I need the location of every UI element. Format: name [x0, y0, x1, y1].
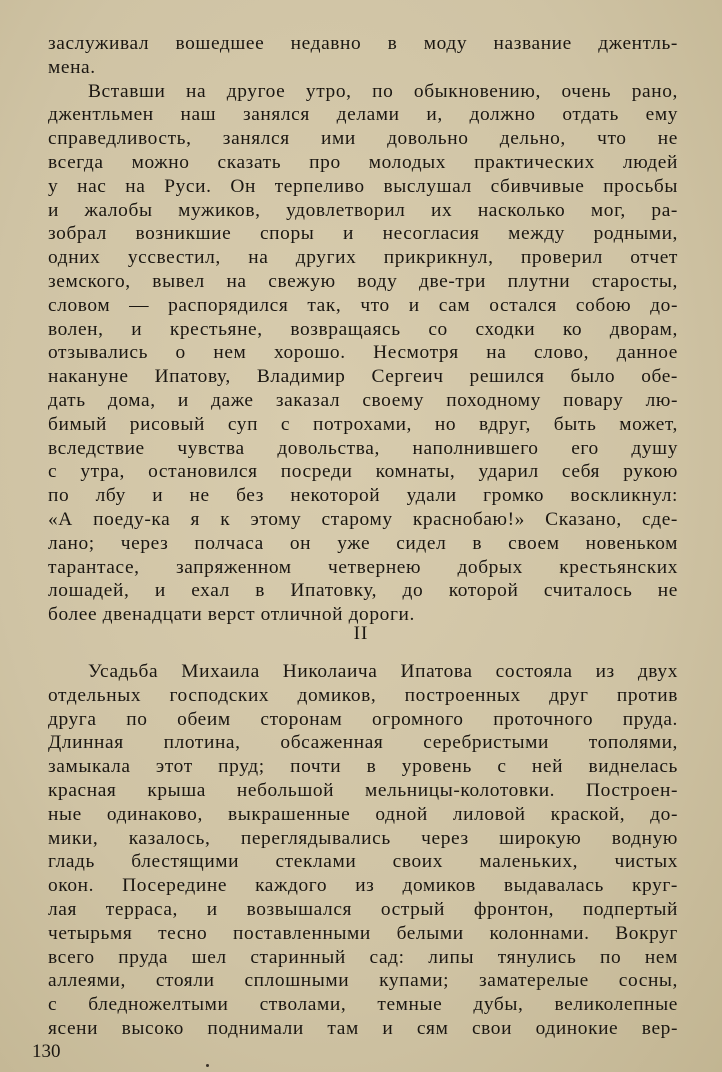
text-block-top: [48, 32, 678, 627]
text-line: отдельных господских домиков, построенных друг против: [48, 684, 678, 706]
text-line: лошадей, и ехал в Ипатовку, до которой считалось не: [48, 580, 678, 602]
text-line: всего пруда шел старинный сад: липы тянулись по нем: [48, 946, 678, 968]
text-line: замыкала этот пруд; почти в уровень с ней виднелась: [48, 756, 678, 778]
text-line: лая терраса, и возвышался острый фронтон, подпертый: [48, 898, 678, 920]
text-line: джентльмен наш занялся делами и, должно отдать ему: [48, 104, 678, 126]
text-line: бимый рисовый суп с потрохами, но вдруг, быть может,: [48, 413, 678, 435]
text-line: волен, и крестьяне, возвращаясь со сходки ко дворам,: [48, 318, 678, 340]
text-line: аллеями, стояли сплошными купами; заматерелые сосны,: [48, 970, 678, 992]
text-line: лано; через полчаса он уже сидел в своем новеньком: [48, 532, 678, 554]
text-line: словом — распорядился так, что и сам остался собою до-: [48, 294, 678, 316]
text-line: и жалобы мужиков, удовлетворил их насколько мог, ра-: [48, 199, 678, 221]
text-line: дать дома, и даже заказал своему походному повару лю-: [48, 389, 678, 411]
text-line: заслуживал вошедшее недавно в моду название джентль-: [48, 33, 678, 54]
text-line: зобрал возникшие споры и несогласия между родными,: [48, 223, 678, 245]
text-line: гладь блестящими стеклами своих маленьких, чистых: [48, 851, 678, 873]
text-line: мики, казалось, переглядывались через широкую водную: [48, 827, 678, 849]
text-line: более двенадцати верст отличной дороги.: [48, 604, 415, 626]
print-speck: [206, 1064, 209, 1067]
text-line: накануне Ипатову, Владимир Сергеич решился было обе-: [48, 366, 678, 388]
section-heading: II: [353, 623, 369, 644]
text-line: мена.: [48, 56, 96, 78]
text-line: друга по обеим сторонам огромного проточного пруда.: [48, 708, 678, 730]
text-line: Усадьба Михаила Николаича Ипатова состояла из двух: [88, 661, 678, 682]
text-line: Вставши на другое утро, по обыкновению, очень рано,: [88, 80, 678, 102]
text-line: с бледножелтыми стволами, темные дубы, великолепные: [48, 994, 678, 1016]
page-number: 130: [32, 1041, 61, 1062]
text-line: с утра, остановился посреди комнаты, ударил себя рукою: [48, 461, 678, 483]
paragraph: [48, 660, 678, 1041]
text-line: ясени высоко поднимали там и сям свои одинокие вер-: [48, 1017, 678, 1039]
text-block-bottom: [48, 660, 678, 1041]
text-line: земского, вывел на свежую воду две-три плутни старосты,: [48, 270, 678, 292]
text-line: «А поеду-ка я к этому старому краснобаю!» Сказано, сде-: [48, 508, 678, 530]
text-line: у нас на Руси. Он терпеливо выслушал сбивчивые просьбы: [48, 175, 678, 197]
text-line: окон. Посередине каждого из домиков выдавалась круг-: [48, 875, 678, 897]
text-line: четырьмя тесно поставленными белыми колоннами. Вокруг: [48, 922, 678, 944]
text-line: отзывались о нем хорошо. Несмотря на слово, данное: [48, 342, 678, 364]
text-line: Длинная плотина, обсаженная серебристыми тополями,: [48, 732, 678, 754]
paragraph: [48, 80, 678, 627]
text-line: всегда можно сказать про молодых практических людей: [48, 151, 678, 173]
paragraph-continued: [48, 32, 678, 80]
text-line: одних уссвестил, на других прикрикнул, проверил отчет: [48, 247, 678, 269]
text-line: тарантасе, запряженном четвернею добрых крестьянских: [48, 556, 678, 578]
text-line: красная крыша небольшой мельницы-колотовки. Построен-: [48, 779, 678, 801]
text-line: по лбу и не без некоторой удали громко воскликнул:: [48, 485, 678, 507]
text-line: ные одинаково, выкрашенные одной лиловой краской, до-: [48, 803, 678, 825]
text-line: вследствие чувства довольства, наполнившего его душу: [48, 437, 678, 459]
text-line: справедливость, занялся ими довольно дельно, что не: [48, 128, 678, 150]
